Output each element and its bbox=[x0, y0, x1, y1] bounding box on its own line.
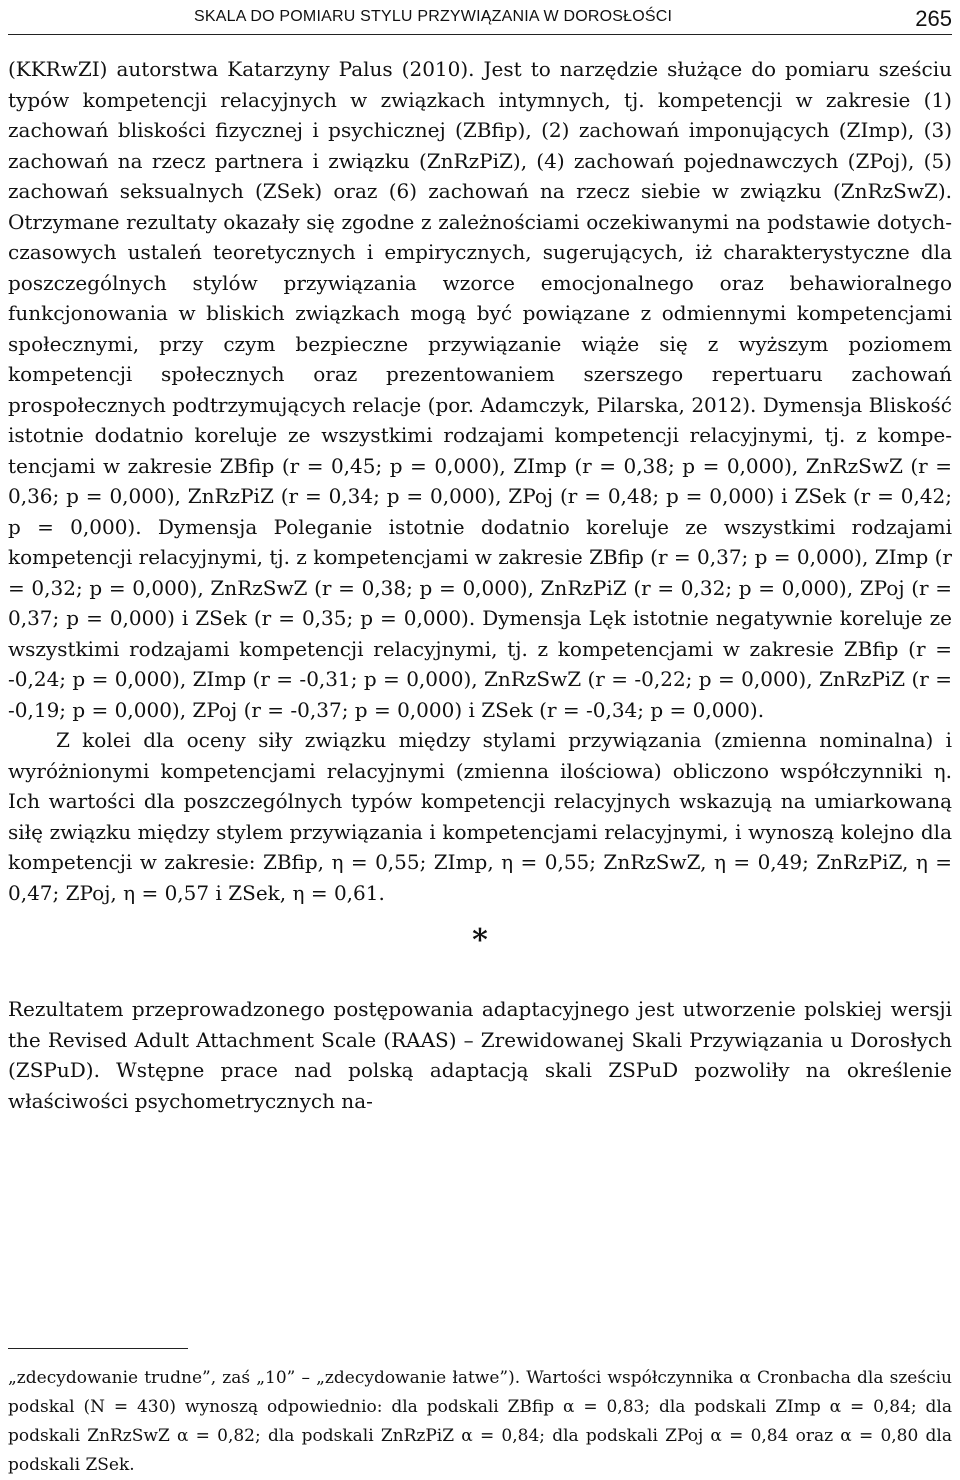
main-text bbox=[8, 54, 952, 1116]
page-number: 265 bbox=[915, 6, 952, 31]
footnote bbox=[8, 1364, 952, 1480]
section-separator: * bbox=[472, 923, 488, 958]
footnote-divider bbox=[8, 1348, 188, 1349]
body-paragraph-3: Rezultatem przeprowadzonego postępowania adaptacyjnego jest utworzenie polskiej wersji the Revised Adult Attachment Scale (RAAS) – Zrewidowanej Skali Przywiązania u Dorosłych (ZSPuD). Wstępne prace nad polską adaptacją skali ZSPuD pozwoliły na określenie właściwości psychometrycznych na- bbox=[8, 997, 952, 1113]
body-paragraph-2: Z kolei dla oceny siły związku między stylami przywiązania (zmienna nominalna) i wyróżnionymi kompetencjami relacyjnymi (zmienna ilościowa) obliczono współczynniki η. Ich wartości dla poszczególnych typów kompetencji relacyjnych wskazują na umiarkowaną siłę związku między stylem przywiązania i kompetencjami relacyjnymi, i wynoszą kolejno dla kompetencji w zakresie: ZBfip, η = 0,55; ZImp, η = 0,55; ZnRzSwZ, η = 0,49; ZnRzPiZ, η = 0,47; ZPoj, η = 0,57 i ZSek, η = 0,61. bbox=[8, 728, 952, 905]
footnote-text: „zdecydowanie trudne”, zaś „10” – „zdecydowanie łatwe”). Wartości współczynnika α Cronbacha dla sześciu podskal (N = 430) wynoszą odpowiednio: dla podskali ZBfip α = 0,83; dla podskali ZImp α = 0,84; dla podskali ZnRzSwZ α = 0,82; dla podskali ZnRzPiZ α = 0,84; dla podskali ZPoj α = 0,84 oraz α = 0,80 dla podskali ZSek. bbox=[8, 1368, 952, 1475]
body-paragraph-1: (KKRwZI) autorstwa Katarzyny Palus (2010). Jest to narzędzie służące do pomiaru sześciu typów kompetencji relacyjnych w związkach intymnych, tj. kompetencji w zakresie (1) zachowań bliskości fizycznej i psychicznej (ZBfip), (2) zachowań imponujących (ZImp), (3) zachowań na rzecz partnera i związku (ZnRzPiZ), (4) zachowań pojednawczych (ZPoj), (5) zachowań seksualnych (ZSek) oraz (6) zachowań na rzecz siebie w związku (ZnRzSwZ). Otrzymane rezultaty okazały się zgodne z zależnościami oczekiwanymi na podstawie dotychczasowych ustaleń teoretycznych i empirycznych, sugerujących, iż charakterystyczne dla poszczególnych stylów przywiązania wzorce emocjonalnego oraz behawioralnego funkcjonowania w bliskich związkach mogą być powiązane z odmiennymi kompetencjami społecznymi, przy czym bezpieczne przywiązanie wiąże się z wyższym poziomem kompetencji społecznych oraz prezentowaniem szerszego repertuaru zachowań prospołecznych podtrzymujących relacje (por. Adamczyk, Pilarska, 2012). Dymensja Bliskość istotnie dodatnio koreluje ze wszystkimi rodzajami kompetencji relacyjnymi, tj. z kompetencjami w zakresie ZBfip (r = 0,45; p = 0,000), ZImp (r = 0,38; p = 0,000), ZnRzSwZ (r = 0,36; p = 0,000), ZnRzPiZ (r = 0,34; p = 0,000), ZPoj (r = 0,48; p = 0,000) i ZSek (r = 0,42; p = 0,000). Dymensja Poleganie istotnie dodatnio koreluje ze wszystkimi rodzajami kompetencji relacyjnymi, tj. z kompetencjami w zakresie ZBfip (r = 0,37; p = 0,000), ZImp (r = 0,32; p = 0,000), ZnRzSwZ (r = 0,38; p = 0,000), ZnRzPiZ (r = 0,32; p = 0,000), ZPoj (r = 0,37; p = 0,000) i ZSek (r = 0,35; p = 0,000). Dymensja Lęk istotnie negatywnie koreluje ze wszystkimi rodzajami kompetencji relacyjnymi, tj. z kompetencjami w zakresie ZBfip (r = -0,24; p = 0,000), ZImp (r = -0,31; p = 0,000), ZnRzSwZ (r = -0,22; p = 0,000), ZnRzPiZ (r = -0,19; p = 0,000), ZPoj (r = -0,37; p = 0,000) i ZSek (r = -0,34; p = 0,000). bbox=[8, 57, 952, 722]
running-header bbox=[8, 4, 952, 35]
running-header-title: SKALA DO POMIARU STYLU PRZYWIĄZANIA W DOROSŁOŚCI bbox=[194, 8, 673, 25]
